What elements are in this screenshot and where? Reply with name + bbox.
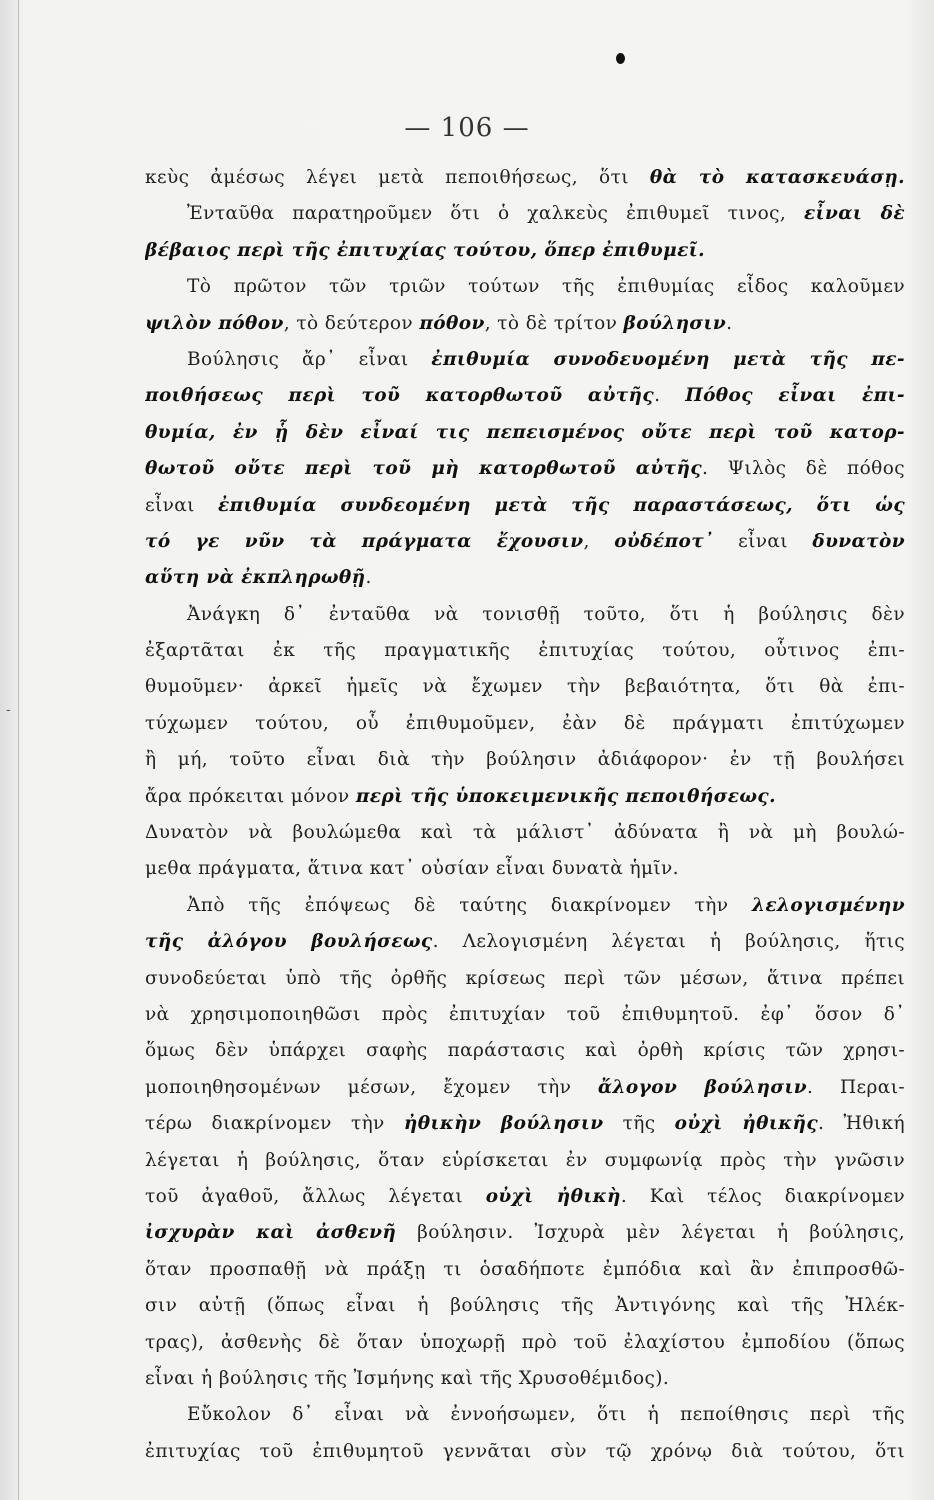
emphasized-text: θυμία, ἐν ᾗ δὲν εἶναί τις πεπεισμένος οὔτε περὶ τοῦ κατορ- xyxy=(145,421,905,443)
emphasized-text: πόθον xyxy=(419,312,485,334)
text-line xyxy=(145,488,905,524)
emphasized-text: θὰ τὸ κατασκευάσῃ. xyxy=(649,167,905,188)
text-segment: . xyxy=(365,567,372,589)
text-segment: Ἐνταῦθα παρατηροῦμεν ὅτι ὁ χαλκεὺς ἐπιθυμεῖ τινος, xyxy=(187,203,805,225)
text-segment: . Περαι- xyxy=(807,1076,905,1098)
emphasized-text: Πόθος εἶναι ἐπι- xyxy=(685,385,905,407)
text-segment: τύχωμεν τούτου, οὗ ἐπιθυμοῦμεν, ἐὰν δὲ πράγματι ἐπιτύχωμεν xyxy=(145,712,905,734)
text-line xyxy=(145,1143,905,1179)
text-line xyxy=(145,269,905,305)
text-line xyxy=(145,779,905,815)
emphasized-text: δυνατὸν xyxy=(812,530,905,552)
text-segment: συνοδεύεται ὑπὸ τῆς ὀρθῆς κρίσεως περὶ τῶν μέσων, ἅτινα πρέπει xyxy=(145,967,905,989)
text-segment: , τὸ δεύτερον xyxy=(283,312,420,334)
text-segment: μεθα πράγματα, ἅτινα κατ᾽ οὐσίαν εἶναι δυνατὰ ἡμῖν. xyxy=(145,858,679,880)
text-segment: . xyxy=(726,312,733,334)
text-segment: λέγεται ἡ βούλησις, ὅταν εὑρίσκεται ἐν συμφωνίᾳ πρὸς τὴν γνῶσιν xyxy=(145,1149,905,1171)
text-segment: εἶναι xyxy=(713,530,813,552)
text-segment: ἢ μή, τοῦτο εἶναι διὰ τὴν βούλησιν ἀδιάφορον· ἐν τῇ βουλήσει xyxy=(145,749,905,771)
text-line xyxy=(145,160,905,196)
emphasized-text: βέβαιος περὶ τῆς ἐπιτυχίας τούτου, ὅπερ ἐπιθυμεῖ. xyxy=(145,239,705,261)
text-segment: Δυνατὸν νὰ βουλώμεθα καὶ τὰ μάλιστ᾽ ἀδύνατα ἢ νὰ μὴ βουλώ- xyxy=(145,822,905,844)
emphasized-text: λελογισμένην xyxy=(751,894,905,916)
text-line xyxy=(145,1106,905,1142)
text-segment: Τὸ πρῶτον τῶν τριῶν τούτων τῆς ἐπιθυμίας εἶδος καλοῦμεν xyxy=(187,276,905,298)
emphasized-text: τό γε νῦν τὰ πράγματα ἔχουσιν xyxy=(145,530,584,552)
emphasized-text: εἶναι δὲ xyxy=(804,203,905,225)
text-segment: εἶναι ἡ βούλησις τῆς Ἰσμήνης καὶ τῆς Χρυσοθέμιδος). xyxy=(145,1367,670,1389)
text-line xyxy=(145,851,905,887)
emphasized-text: ἐπιθυμία συνδεομένη μετὰ τῆς παραστάσεως, ὅτι ὡς xyxy=(217,494,905,516)
text-line xyxy=(145,597,905,633)
text-segment: σιν αὐτῇ (ὅπως εἶναι ἡ βούλησις τῆς Ἀντιγόνης καὶ τῆς Ἠλέκ- xyxy=(145,1295,905,1317)
text-segment: Ἀνάγκη δ᾽ ἐνταῦθα νὰ τονισθῇ τοῦτο, ὅτι ἡ βούλησις δὲν xyxy=(187,603,905,625)
text-line xyxy=(145,1361,905,1397)
text-segment: . Λελογισμένη λέγεται ἡ βούλησις, ἥτις xyxy=(432,931,905,953)
text-segment: ὅμως δὲν ὑπάρχει σαφὴς παράστασις καὶ ὀρθὴ κρίσις τῶν χρησι- xyxy=(145,1040,905,1062)
text-line xyxy=(145,378,905,414)
text-line xyxy=(145,1215,905,1251)
text-line xyxy=(145,961,905,997)
emphasized-text: τῆς ἀλόγου βουλήσεως xyxy=(145,931,433,953)
text-segment: ἄρα πρόκειται μόνον xyxy=(145,785,356,807)
text-line xyxy=(145,306,905,342)
ink-dot xyxy=(616,53,625,64)
emphasized-text: οὐχὶ ἠθικὴ xyxy=(485,1185,621,1207)
text-line xyxy=(145,1070,905,1106)
text-line xyxy=(145,560,905,596)
text-segment: . Καὶ τέλος διακρίνομεν xyxy=(620,1185,905,1207)
text-line xyxy=(145,415,905,451)
text-line xyxy=(145,1434,905,1470)
text-line xyxy=(145,1252,905,1288)
binding-edge xyxy=(18,0,19,1500)
text-line xyxy=(145,1288,905,1324)
text-line xyxy=(145,888,905,924)
text-line xyxy=(145,524,905,560)
emphasized-text: περὶ τῆς ὑποκειμενικῆς πεποιθήσεως. xyxy=(355,785,776,807)
text-segment: Ἀπὸ τῆς ἐπόψεως δὲ ταύτης διακρίνομεν τὴν xyxy=(187,894,752,916)
text-segment: . Ἠθική xyxy=(818,1113,905,1135)
text-segment: Εὔκολον δ᾽ εἶναι νὰ ἐννοήσωμεν, ὅτι ἡ πεποίθησις περὶ τῆς xyxy=(187,1404,905,1426)
emphasized-text: ποιθήσεως περὶ τοῦ κατορθωτοῦ αὐτῆς xyxy=(145,385,655,407)
text-segment: , τὸ δὲ τρίτον xyxy=(484,312,624,334)
text-line xyxy=(145,342,905,378)
text-line xyxy=(145,815,905,851)
text-segment: . xyxy=(654,385,686,407)
text-segment: εἶναι xyxy=(145,494,218,516)
text-segment: ἐπιτυχίας τοῦ ἐπιθυμητοῦ γεννᾶται σὺν τῷ χρόνῳ διὰ τούτου, ὅτι xyxy=(145,1440,905,1462)
emphasized-text: ἠθικὴν βούλησιν xyxy=(403,1113,604,1135)
emphasized-text: οὐδέποτ᾽ xyxy=(614,530,714,552)
text-line xyxy=(145,1325,905,1361)
emphasized-text: οὐχὶ ἠθικῆς xyxy=(674,1113,819,1135)
page-number: — 106 — xyxy=(404,113,530,143)
text-line xyxy=(145,633,905,669)
text-segment: Βούλησις ἄρ᾽ εἶναι xyxy=(187,348,432,370)
text-segment: μοποιηθησομένων μέσων, ἔχομεν τὴν xyxy=(145,1076,598,1098)
body-text xyxy=(145,160,905,1470)
text-line xyxy=(145,1179,905,1215)
text-line xyxy=(145,742,905,778)
emphasized-text: ἄλογον βούλησιν xyxy=(597,1076,808,1098)
emphasized-text: βούλησιν xyxy=(623,312,727,334)
text-line xyxy=(145,451,905,487)
emphasized-text: θωτοῦ οὔτε περὶ τοῦ μὴ κατορθωτοῦ αὐτῆς xyxy=(145,458,703,480)
text-segment: ὅταν προσπαθῇ νὰ πράξῃ τι ὁσαδήποτε ἐμπόδια καὶ ἂν ἐπιπροσθῶ- xyxy=(145,1258,905,1280)
text-line xyxy=(145,1033,905,1069)
emphasized-text: ἰσχυρὰν καὶ ἀσθενῆ xyxy=(145,1222,397,1244)
emphasized-text: ἐπιθυμία συνοδευομένη μετὰ τῆς πε- xyxy=(431,348,905,370)
text-line xyxy=(145,924,905,960)
emphasized-text: ψιλὸν πόθον xyxy=(145,312,284,334)
text-segment: τοῦ ἀγαθοῦ, ἄλλως λέγεται xyxy=(145,1185,486,1207)
text-segment: , xyxy=(583,530,615,552)
margin-mark: - xyxy=(6,702,11,718)
text-line xyxy=(145,1397,905,1433)
text-line xyxy=(145,997,905,1033)
text-segment: κεὺς ἀμέσως λέγει μετὰ πεποιθήσεως, ὅτι xyxy=(145,167,650,188)
text-segment: ἐξαρτᾶται ἐκ τῆς πραγματικῆς ἐπιτυχίας τούτου, οὗτινος ἐπι- xyxy=(145,640,905,662)
text-segment: νὰ χρησιμοποιηθῶσι πρὸς ἐπιτυχίαν τοῦ ἐπιθυμητοῦ. ἐφ᾽ ὅσον δ᾽ xyxy=(145,1003,905,1025)
emphasized-text: αὕτη νὰ ἐκπληρωθῇ xyxy=(145,567,366,589)
text-segment: . Ψιλὸς δὲ πόθος xyxy=(702,458,905,480)
text-line xyxy=(145,706,905,742)
text-line xyxy=(145,669,905,705)
text-segment: τρας), ἀσθενὴς δὲ ὅταν ὑποχωρῇ πρὸ τοῦ ἐλαχίστου ἐμποδίου (ὅπως xyxy=(145,1331,905,1353)
text-segment: βούλησιν. Ἰσχυρὰ μὲν λέγεται ἡ βούλησις, xyxy=(396,1222,905,1244)
text-segment: θυμοῦμεν· ἀρκεῖ ἡμεῖς νὰ ἔχωμεν τὴν βεβαιότητα, ὅτι θὰ ἐπι- xyxy=(145,676,905,698)
text-segment: τέρω διακρίνομεν τὴν xyxy=(145,1113,404,1135)
text-line xyxy=(145,233,905,269)
text-segment: τῆς xyxy=(603,1113,675,1135)
text-line xyxy=(145,196,905,232)
